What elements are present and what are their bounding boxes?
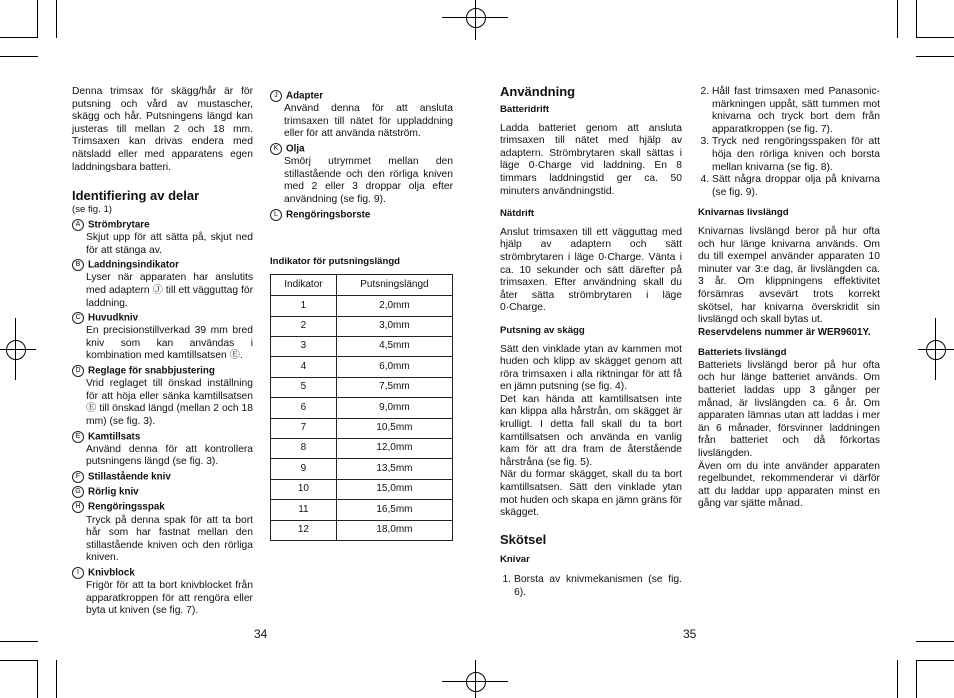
part-letter: C [72, 312, 84, 324]
section-ref: (se fig. 1) [72, 204, 112, 216]
part-letter: D [72, 365, 84, 377]
indicator-cell: 12 [271, 520, 337, 540]
intro-text: Denna trimsax för skägg/hår är för putsning och vård av mustascher, skägg och hår. Putsningens längd kan justeras till mellan 2 och 18 mm. Trimsaxen kan drivas endera med nätsladd eller med apparatens egen laddningsbara batteri. [72, 86, 253, 173]
part-description: En precisionstillverkad 39 mm bred kniv som kan användas i kombination med kamtillsatsen Ⓔ. [86, 325, 253, 362]
part-item [72, 431, 253, 469]
part-item [72, 471, 253, 484]
care-title: Skötsel [500, 531, 547, 547]
part-item [72, 501, 253, 565]
table-row [271, 337, 453, 357]
table-row [271, 500, 453, 520]
part-letter: I [72, 567, 84, 579]
part-title: Olja [286, 143, 305, 155]
part-heading [270, 143, 453, 156]
mains-title: Nätdrift [500, 208, 535, 220]
indicator-cell: 9 [271, 459, 337, 479]
indicator-table [270, 274, 453, 541]
part-title: Stillastående kniv [88, 471, 171, 483]
knives-step: 3. Tryck ned rengöringsspaken för att höja den rörliga kniven och borsta mellan knivarna (se fig. 8). [712, 136, 880, 174]
indicator-cell: 3 [271, 337, 337, 357]
battery-text: Ladda batteriet genom att ansluta trimsaxen till nätet med hjälp av adaptern. Strömbrytaren skall sättas i läge 0·Charge vid laddning. En 8 timmars laddningstid ger ca. 50 minuters användningstid. [500, 122, 682, 197]
length-cell: 15,0mm [336, 479, 452, 499]
parts-list-continued [270, 90, 453, 222]
part-heading [270, 90, 453, 103]
knives-step: 2. Håll fast trimsaxen med Panasonic-märkningen uppåt, sätt tummen mot knivarna och tryck bort dem från apparatkroppen (se fig. 7). [712, 86, 880, 136]
table-row [271, 439, 453, 459]
part-description: Tryck på denna spak för att ta bort hår som har fastnat mellan den stillastående kniven och den rörliga kniven. [86, 514, 253, 564]
page-number-left: 34 [254, 627, 268, 641]
part-letter: F [72, 471, 84, 483]
length-cell: 16,5mm [336, 500, 452, 520]
battery-life-title: Batteriets livslängd [698, 347, 787, 359]
indicator-cell: 11 [271, 500, 337, 520]
knives-steps-2 [698, 86, 880, 199]
part-heading [72, 312, 253, 325]
indicator-cell: 8 [271, 439, 337, 459]
knife-life-text: Knivarnas livslängd beror på hur ofta och hur länge knivarna används. Om du till exempel använder apparaten 10 minuter var 3:e dag, är livslängden ca. 3 år. Om klippningens effektivitet försämras avsevärt trots korrekt skötsel, har knivarna överskridit sin livslängd och skall bytas ut. [698, 225, 880, 326]
part-description: Använd denna för att ansluta trimsaxen till nätet för uppladdning eller för att använda nätström. [284, 103, 453, 140]
table-header: Putsningslängd [336, 275, 452, 296]
part-title: Knivblock [88, 567, 135, 579]
knives-steps-1 [500, 574, 682, 599]
beard-text-1: Sätt den vinklade ytan av kammen mot huden och klipp av skägget genom att röra trimsaxen i alla riktningar för att få en jämn putsning (se fig. 4). [500, 343, 682, 393]
part-item [72, 486, 253, 499]
part-heading [72, 567, 253, 580]
indicator-cell: 6 [271, 398, 337, 418]
part-heading [72, 501, 253, 514]
part-letter: H [72, 501, 84, 513]
part-heading [270, 209, 453, 222]
table-row [271, 479, 453, 499]
right-column-2 [698, 86, 880, 511]
part-letter: B [72, 259, 84, 271]
part-title: Rengöringsborste [286, 209, 371, 221]
knives-step: 4. Sätt några droppar olja på knivarna (se fig. 9). [712, 174, 880, 199]
part-item [270, 143, 453, 207]
table-row [271, 459, 453, 479]
part-item [72, 567, 253, 618]
part-description: Skjut upp för att sätta på, skjut ned för att stänga av. [86, 231, 253, 256]
part-item [72, 259, 253, 310]
page-number-right: 35 [683, 627, 697, 641]
part-heading [72, 219, 253, 232]
part-item [72, 219, 253, 257]
length-cell: 9,0mm [336, 398, 452, 418]
table-header-row [271, 275, 453, 296]
length-cell: 3,0mm [336, 316, 452, 336]
length-cell: 13,5mm [336, 459, 452, 479]
table-row [271, 418, 453, 438]
table-row [271, 520, 453, 540]
length-cell: 7,5mm [336, 377, 452, 397]
part-letter: A [72, 219, 84, 231]
part-heading [72, 486, 253, 499]
indicator-cell: 1 [271, 296, 337, 316]
part-description: Använd denna för att kontrollera putsningens längd (se fig. 3). [86, 443, 253, 468]
part-title: Strömbrytare [88, 219, 150, 231]
part-title: Rörlig kniv [88, 486, 139, 498]
knives-title: Knivar [500, 553, 530, 565]
left-column-1 [72, 86, 253, 618]
part-item [270, 209, 453, 222]
length-cell: 10,5mm [336, 418, 452, 438]
part-item [72, 365, 253, 429]
indicator-cell: 2 [271, 316, 337, 336]
table-row [271, 357, 453, 377]
knife-life-title: Knivarnas livslängd [698, 207, 789, 219]
left-column-2 [270, 88, 453, 541]
part-description: Lyser när apparaten har anslutits med adaptern Ⓙ till ett vägguttag för laddning. [86, 272, 253, 309]
knives-step: 1. Borsta av knivmekanismen (se fig. 6). [514, 574, 682, 599]
indicator-cell: 4 [271, 357, 337, 377]
battery-life-text-1: Batteriets livslängd beror på hur ofta och hur länge batteriet används. Om batteriet laddas upp 3 gånger per månad, är livslängden ca. 6 år. Om apparaten lämnas utan att laddas i mer än 6 månader, försvinner laddningen från batteriet och då förkortas livslängden. [698, 359, 880, 460]
length-cell: 12,0mm [336, 439, 452, 459]
part-title: Huvudkniv [88, 312, 139, 324]
table-row [271, 296, 453, 316]
part-title: Adapter [286, 90, 324, 102]
beard-title: Putsning av skägg [500, 324, 585, 336]
part-letter: G [72, 486, 84, 498]
length-cell: 2,0mm [336, 296, 452, 316]
part-title: Rengöringsspak [88, 501, 165, 513]
length-cell: 4,5mm [336, 337, 452, 357]
beard-text-2: Det kan hända att kamtillsatsen inte kan klippa alla hårstrån, om skägget är krulligt. I detta fall skall du ta bort kamtillsatsen och använda en vanlig kam för att dra fram de återstående hårstråna (se fig. 5). [500, 393, 682, 468]
beard-text-3: När du formar skägget, skall du ta bort kamtillsatsen. Sätt den vinklade ytan mot huden och skapa en jämn gräns för skägget. [500, 469, 682, 519]
length-cell: 18,0mm [336, 520, 452, 540]
part-title: Kamtillsats [88, 431, 141, 443]
part-description: Vrid reglaget till önskad inställning för att höja eller sänka kamtillsatsen Ⓔ till önskad längd (mellan 2 och 18 mm) (se fig. 3). [86, 378, 253, 428]
indicator-cell: 7 [271, 418, 337, 438]
part-letter: E [72, 431, 84, 443]
spare-part-number: Reservdelens nummer är WER9601Y. [698, 326, 871, 338]
table-row [271, 398, 453, 418]
table-row [271, 377, 453, 397]
part-letter: L [270, 209, 282, 221]
length-cell: 6,0mm [336, 357, 452, 377]
part-heading [72, 365, 253, 378]
section-title: Identifiering av delar [72, 188, 200, 204]
part-letter: K [270, 143, 282, 155]
right-column-1 [500, 84, 682, 600]
part-item [270, 90, 453, 141]
table-row [271, 316, 453, 336]
part-description: Frigör för att ta bort knivblocket från apparatkroppen för att rengöra eller byta ut kniven (se fig. 7). [86, 580, 253, 617]
part-heading [72, 471, 253, 484]
part-heading [72, 259, 253, 272]
battery-life-text-2: Även om du inte använder apparaten regelbundet, rekommenderar vi därför att du laddar upp apparaten minst en gång var sjätte månad. [698, 460, 880, 510]
table-header: Indikator [271, 275, 337, 296]
usage-title: Användning [500, 84, 576, 99]
part-heading [72, 431, 253, 444]
indicator-cell: 5 [271, 377, 337, 397]
mains-text: Anslut trimsaxen till ett vägguttag med hjälp av adaptern och sätt strömbrytaren i läge 0·Charge. Vänta i ca. 10 sekunder och sätt därefter på trimsaxen. Efter användning skall du åter sätta strömbrytaren i läge 0·Charge. [500, 226, 682, 314]
battery-title: Batteridrift [500, 104, 550, 115]
table-title: Indikator för putsningslängd [270, 255, 401, 267]
indicator-cell: 10 [271, 479, 337, 499]
part-letter: J [270, 90, 282, 102]
parts-list [72, 219, 253, 618]
part-title: Laddningsindikator [88, 259, 179, 271]
part-item [72, 312, 253, 363]
part-description: Smörj utrymmet mellan den stillastående och den rörliga kniven med 2 eller 3 droppar olja efter användning (se fig. 9). [284, 156, 453, 205]
part-title: Reglage för snabbjustering [88, 365, 215, 377]
